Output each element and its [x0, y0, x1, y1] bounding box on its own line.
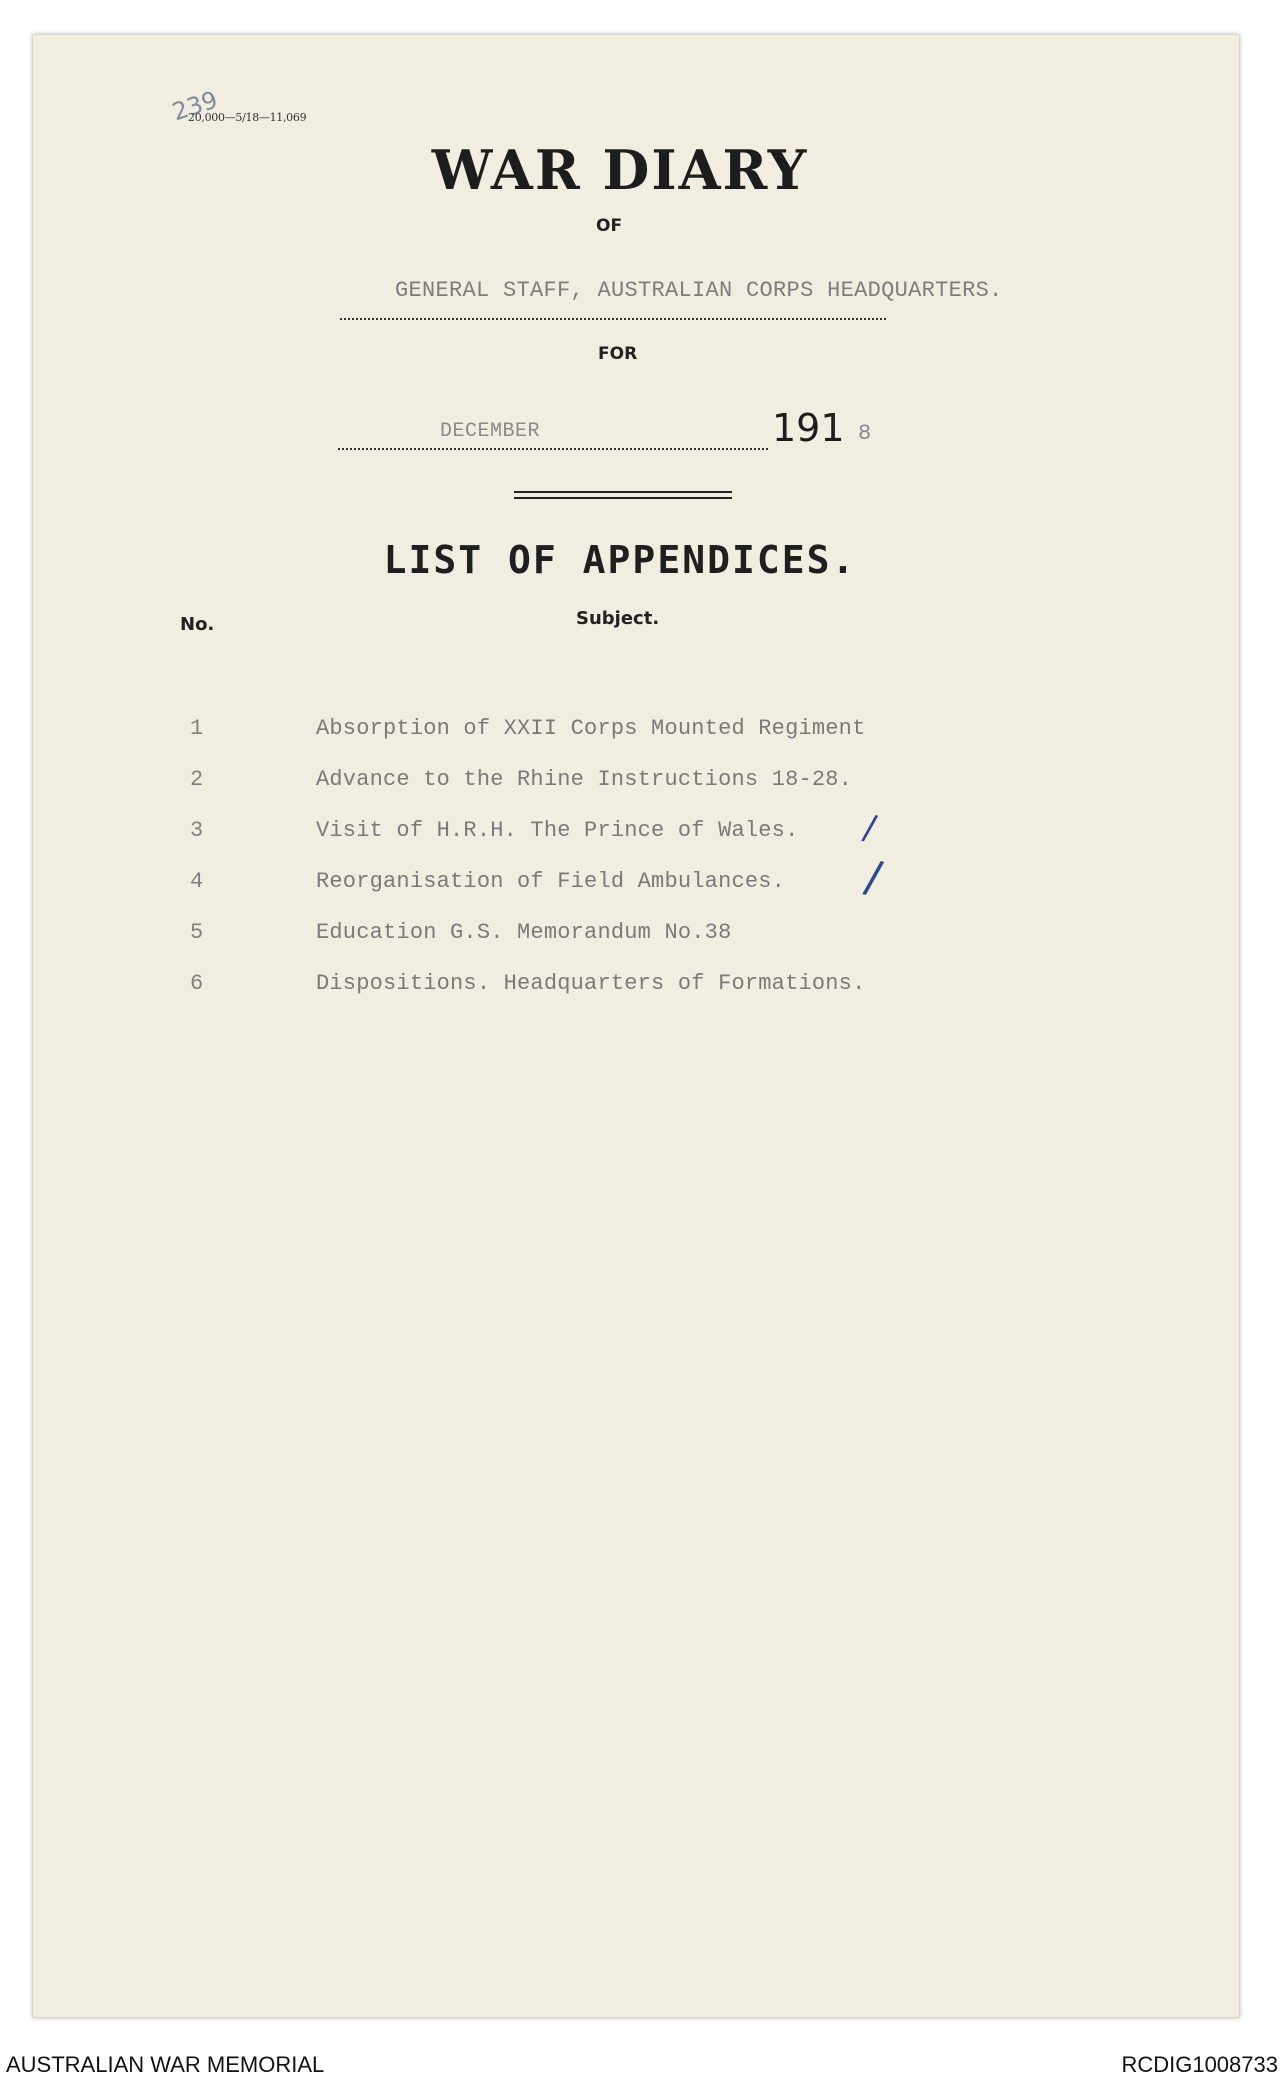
- archive-credit: AUSTRALIAN WAR MEMORIAL: [6, 2052, 325, 2077]
- check-mark-icon: /: [859, 807, 880, 849]
- appendix-number: 6: [190, 971, 204, 996]
- year-suffix: 8: [858, 421, 872, 446]
- appendix-subject: Dispositions. Headquarters of Formations.: [316, 971, 866, 996]
- appendix-subject: Education G.S. Memorandum No.38: [316, 920, 732, 945]
- column-header-subject: Subject.: [576, 608, 660, 629]
- pencil-annotation: 239: [168, 85, 222, 127]
- appendix-subject: Absorption of XXII Corps Mounted Regiment: [316, 716, 866, 741]
- unit-name: GENERAL STAFF, AUSTRALIAN CORPS HEADQUARTERS.: [395, 278, 1003, 303]
- year-prefix: 191: [772, 406, 845, 450]
- list-item: [0, 971, 1286, 1022]
- appendix-subject: Advance to the Rhine Instructions 18-28.: [316, 767, 853, 792]
- month-value: DECEMBER: [440, 420, 541, 443]
- list-item: [0, 920, 1286, 971]
- double-rule-divider: [514, 491, 732, 499]
- list-item: [0, 869, 1286, 920]
- appendix-number: 3: [190, 818, 204, 843]
- appendix-number: 1: [190, 716, 204, 741]
- list-item: [0, 767, 1286, 818]
- check-mark-icon: /: [860, 851, 886, 904]
- appendix-number: 2: [190, 767, 204, 792]
- form-number: 20,000—5/18—11,069: [188, 111, 307, 124]
- appendix-number: 4: [190, 869, 204, 894]
- appendix-subject: Reorganisation of Field Ambulances.: [316, 869, 786, 894]
- appendix-number: 5: [190, 920, 204, 945]
- appendix-subject: Visit of H.R.H. The Prince of Wales.: [316, 818, 799, 843]
- of-label: OF: [596, 216, 623, 236]
- record-identifier: RCDIG1008733: [1121, 2052, 1278, 2077]
- for-label: FOR: [598, 344, 638, 364]
- document-title: WAR DIARY: [431, 138, 809, 202]
- document-page: [32, 34, 1240, 2018]
- month-underline: [338, 448, 768, 450]
- appendix-list: [0, 716, 1286, 1022]
- list-heading: LIST OF APPENDICES.: [383, 538, 857, 582]
- column-header-no: No.: [180, 614, 215, 635]
- list-item: [0, 716, 1286, 767]
- list-item: [0, 818, 1286, 869]
- unit-underline: [340, 318, 886, 320]
